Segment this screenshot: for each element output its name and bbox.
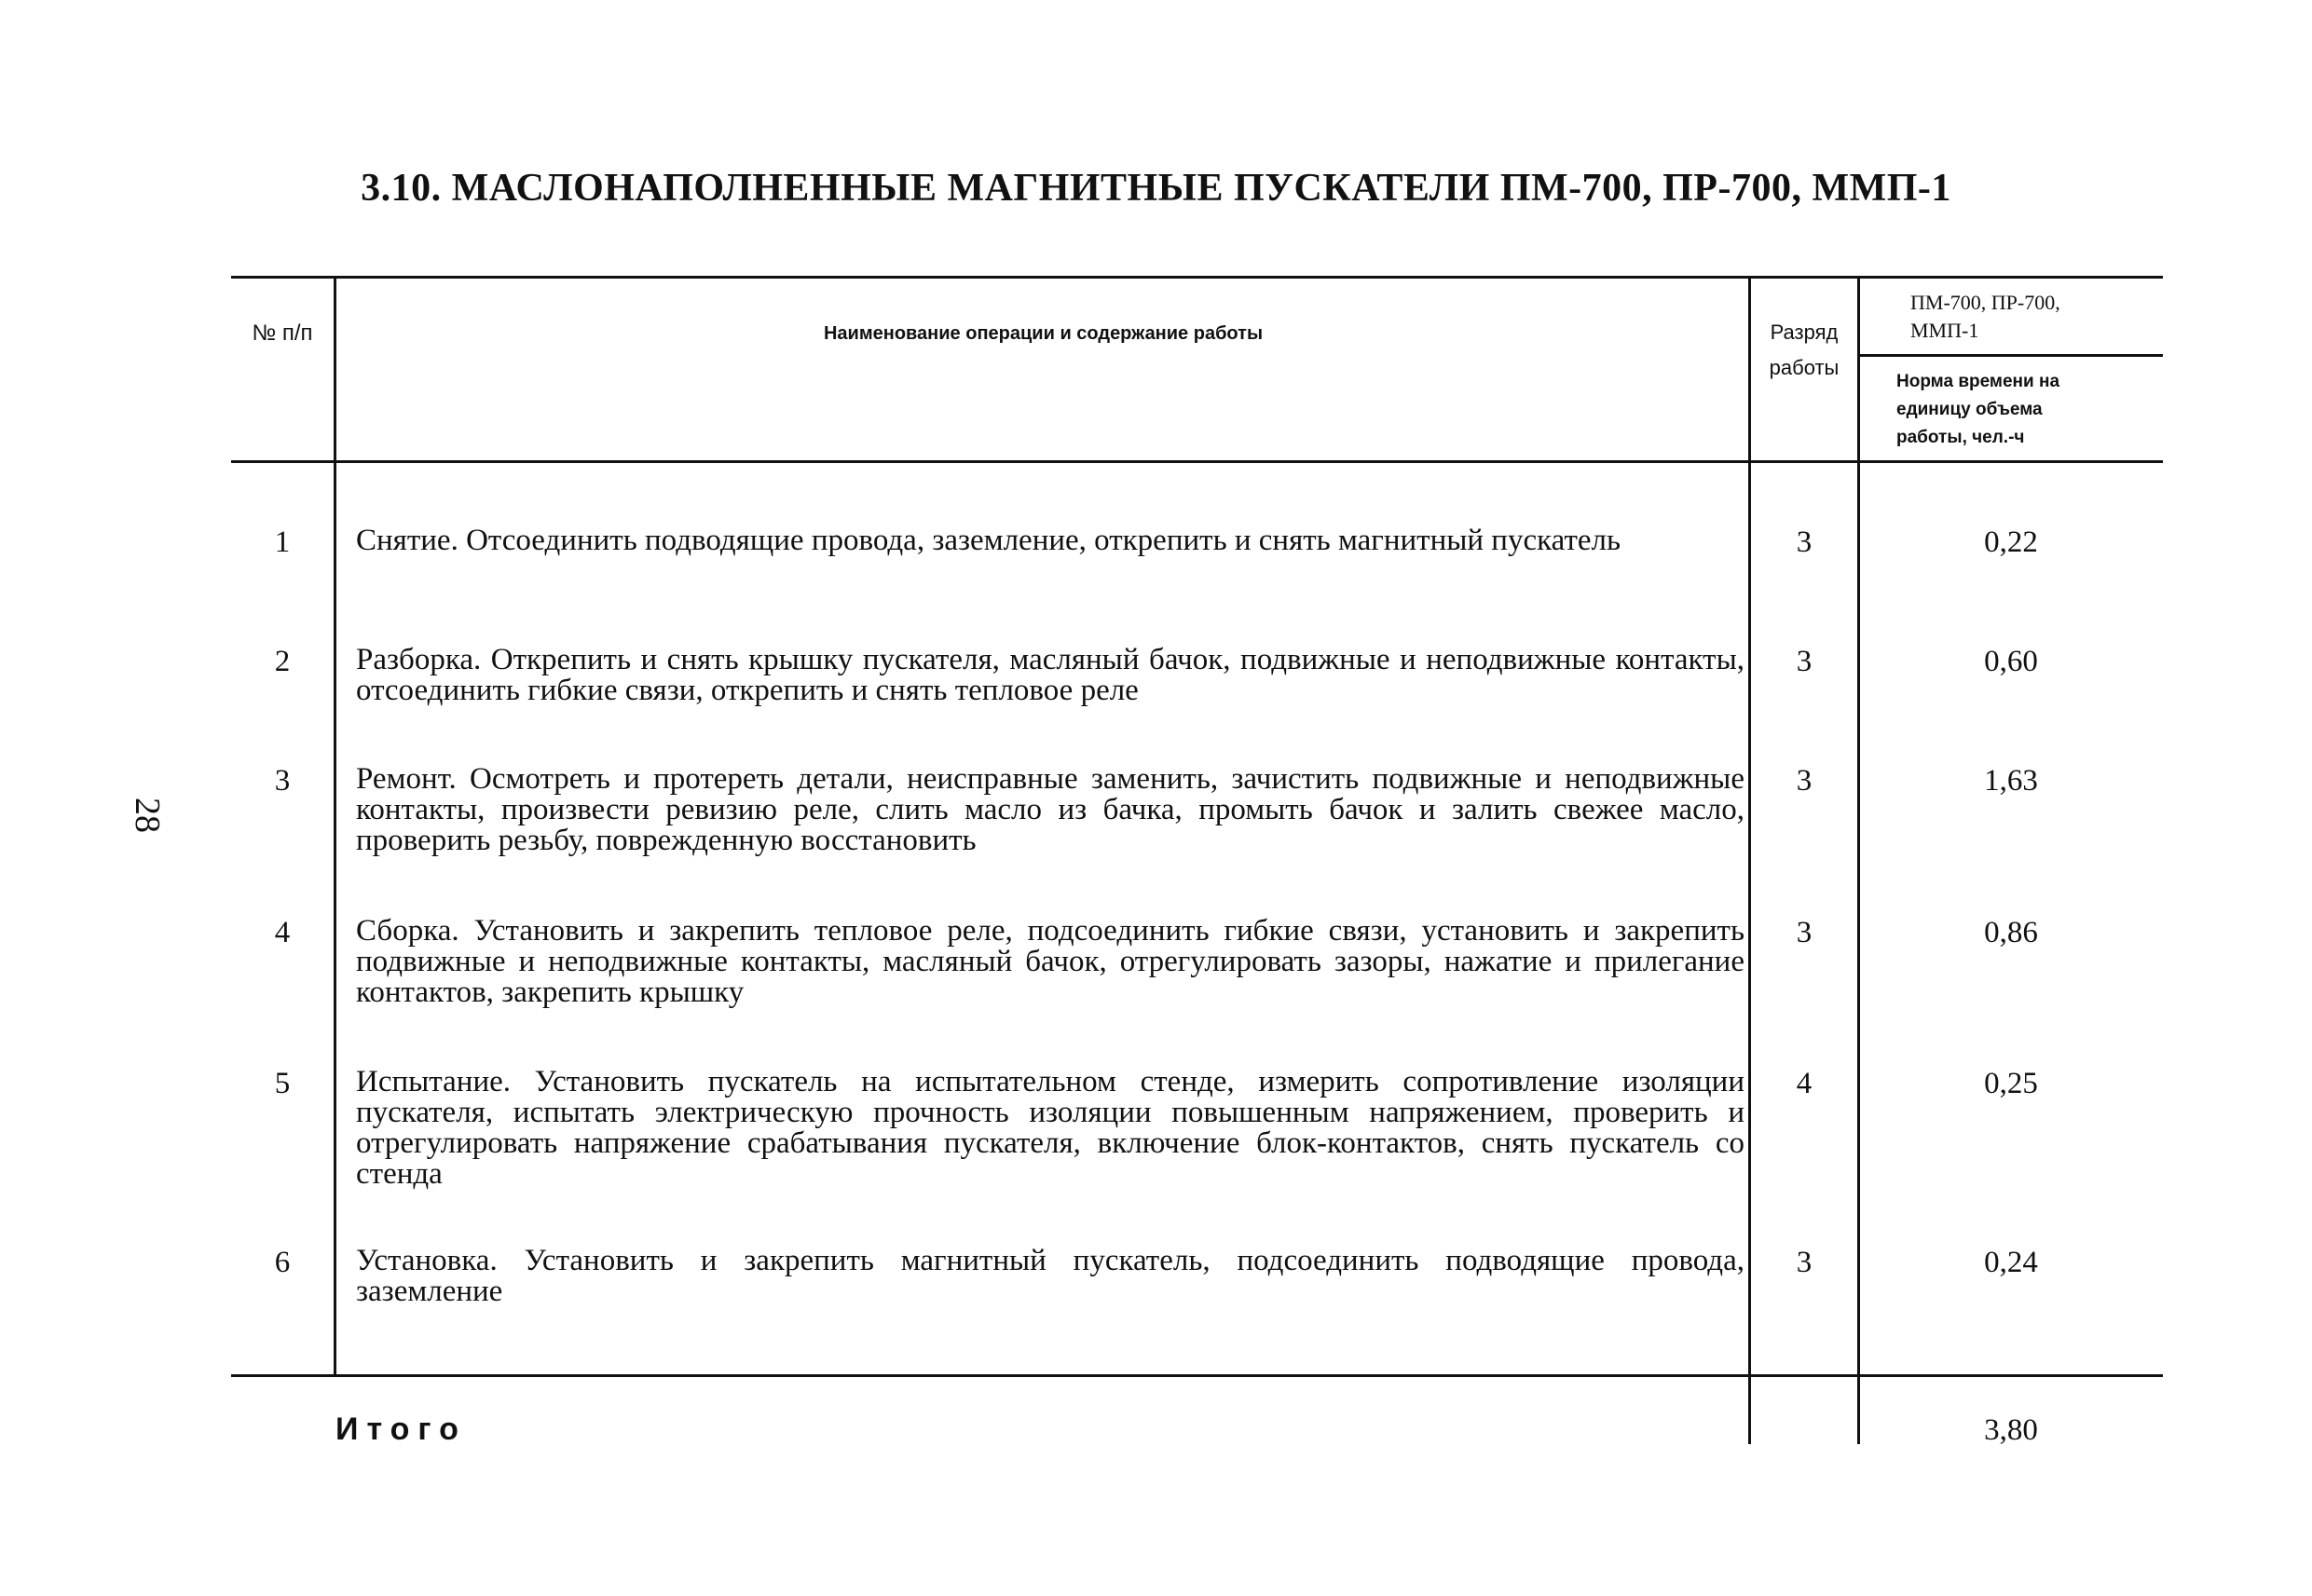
row-time-norm: 1,63 xyxy=(1984,764,2038,798)
row-grade: 3 xyxy=(1796,916,1813,949)
row-operation-text: Сборка. Установить и закрепить тепловое реле, подсоединить гибкие связи, установить и закрепить подвижные и неподвижные контакты, масляный бачок, отрегулировать зазоры, нажатие и прилегание контактов, закрепить крышку xyxy=(356,914,1744,1009)
header-model xyxy=(1910,289,2163,345)
header-grade-line2: работы xyxy=(1769,356,1840,379)
row-number: 2 xyxy=(274,645,291,678)
header-model-line1: ПМ-700, ПР-700, xyxy=(1910,291,2060,314)
header-model-line2: ММП-1 xyxy=(1910,319,1979,342)
row-number: 1 xyxy=(274,525,291,559)
header-number: № п/п xyxy=(252,321,313,346)
row-grade: 3 xyxy=(1796,1246,1813,1279)
row-time-norm: 0,86 xyxy=(1984,916,2038,949)
header-subdivider-rule xyxy=(1859,354,2163,357)
row-operation-text: Снятие. Отсоединить подводящие провода, заземление, открепить и снять магнитный пускатель xyxy=(356,524,1621,557)
total-label: Итого xyxy=(335,1412,467,1447)
header-grade-line1: Разряд xyxy=(1770,321,1839,344)
row-time-norm: 0,22 xyxy=(1984,525,2038,559)
row-number: 3 xyxy=(274,764,291,798)
header-operation-name: Наименование операции и содержание работы xyxy=(823,323,1264,344)
header-norm-line2: единицу объема xyxy=(1896,400,2043,419)
header-time-norm xyxy=(1896,368,2163,452)
row-grade: 3 xyxy=(1796,525,1813,559)
row-operation-text: Установка. Установить и закрепить магнитный пускатель, подсоединить подводящие провода, заземление xyxy=(356,1244,1744,1308)
row-time-norm: 0,60 xyxy=(1984,645,2038,678)
row-time-norm: 0,24 xyxy=(1984,1246,2038,1279)
header-grade xyxy=(1752,315,1856,386)
row-grade: 4 xyxy=(1796,1067,1813,1100)
total-value: 3,80 xyxy=(1984,1413,2038,1447)
row-number: 4 xyxy=(274,916,291,949)
page-number: 28 xyxy=(128,798,167,833)
row-operation-text: Ремонт. Осмотреть и протереть детали, неисправные заменить, зачистить подвижные и неподвижные контакты, произвести ревизию реле, слить масло из бачка, промыть бачок и залить свежее масло, проверить резьбу, поврежденную восстановить xyxy=(356,762,1744,857)
header-norm-line3: работы, чел.-ч xyxy=(1896,428,2025,447)
page-title: 3.10. МАСЛОНАПОЛНЕННЫЕ МАГНИТНЫЕ ПУСКАТЕЛИ ПМ-700, ПР-700, ММП-1 xyxy=(361,167,1951,210)
row-operation-text: Испытание. Установить пускатель на испытательном стенде, измерить сопротивление изоляции пускателя, испытать электрическую прочность изоляции повышенным напряжением, проверить и отрегулировать напряжение срабатывания пускателя, включение блок-контактов, снять пускатель со стенда xyxy=(356,1065,1744,1191)
table-body-bottom-rule xyxy=(231,1374,2163,1377)
row-time-norm: 0,25 xyxy=(1984,1067,2038,1100)
table-header-bottom-rule xyxy=(231,460,2163,463)
table-top-rule xyxy=(231,276,2163,279)
column-divider-grade-left xyxy=(1748,276,1751,1444)
row-grade: 3 xyxy=(1796,645,1813,678)
column-divider-num xyxy=(334,276,336,1377)
row-operation-text: Разборка. Открепить и снять крышку пускателя, масляный бачок, подвижные и неподвижные контакты, отсоединить гибкие связи, открепить и снять тепловое реле xyxy=(356,643,1744,707)
row-grade: 3 xyxy=(1796,764,1813,798)
row-number: 6 xyxy=(274,1246,291,1279)
header-norm-line1: Норма времени на xyxy=(1896,372,2060,391)
row-number: 5 xyxy=(274,1067,291,1100)
